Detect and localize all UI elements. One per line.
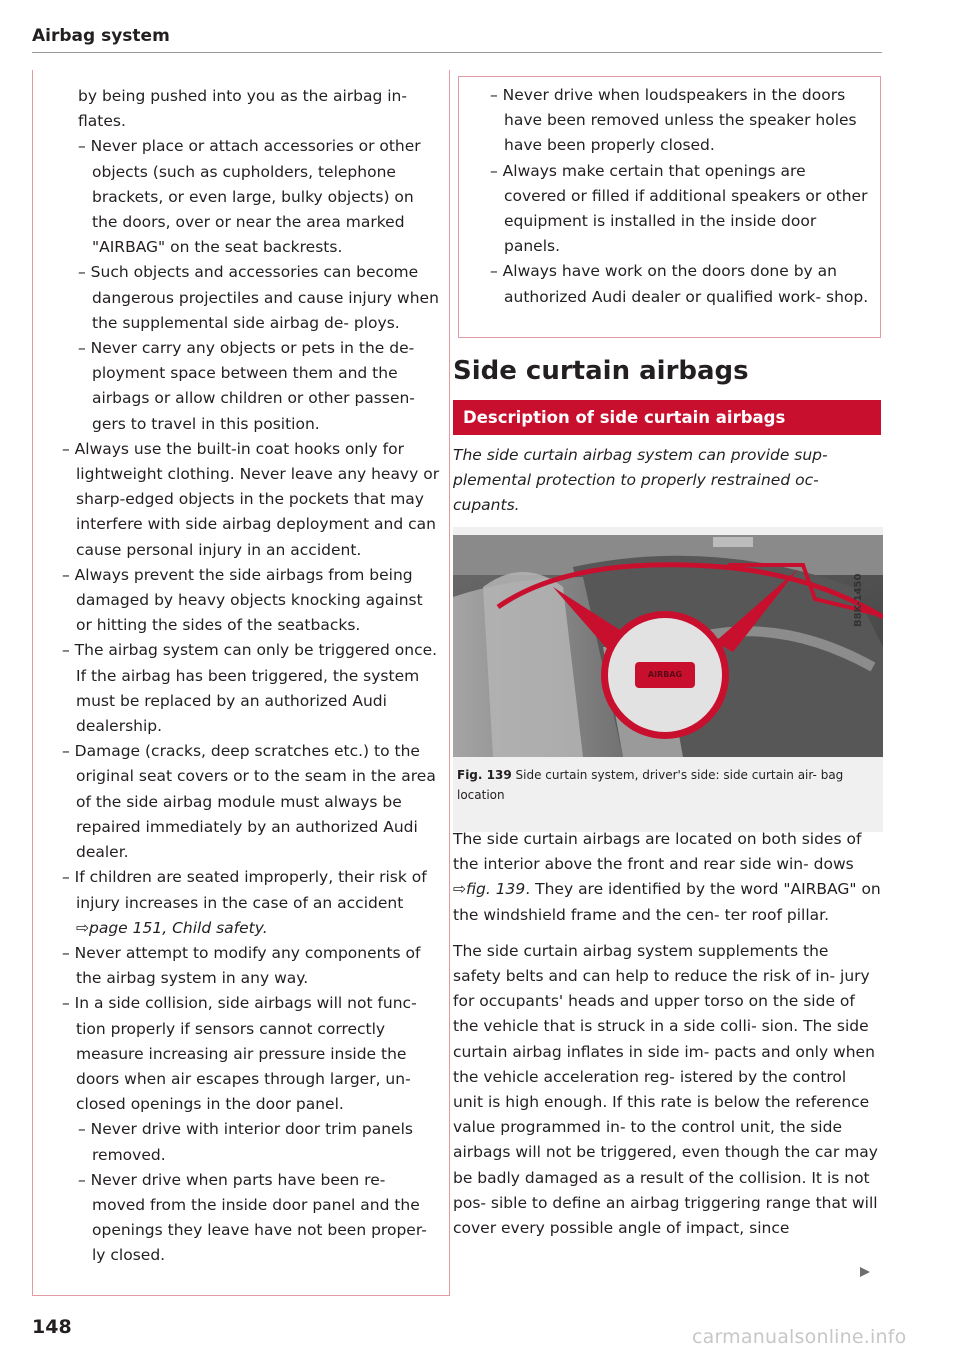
body-text <box>453 827 881 1252</box>
right-box-text <box>490 83 870 310</box>
body-paragraph: The side curtain airbag system supplements the safety belts and can help to reduce the risk of in- jury for occupants' heads and upper torso on the side of the vehicle that is struck in a side colli- sion. The side curtain airbag inflates in side im- pacts and only when the vehicle acceleration reg- istered by the control unit is high enough. If this rate is below the reference value programmed in- to the control unit, the side airbags will not be triggered, even though the car may be badly damaged as a result of the collision. It is not pos- sible to define an airbag triggering range that will cover every possible angle of impact, since <box>453 941 878 1238</box>
continue-arrow-icon <box>858 1265 872 1279</box>
left-column-text <box>62 84 442 1269</box>
page-number: 148 <box>32 1316 72 1338</box>
list-item-text: – If children are seated improperly, their risk of injury increases in the case of an accident <box>62 868 427 912</box>
body-paragraph <box>453 827 881 928</box>
list-item: – Always make certain that openings are covered or filled if additional speakers or other equipment is installed in the inside door panels. <box>490 161 868 256</box>
list-item: – Never drive when parts have been re- moved from the inside door panel and the openings they leave have not been proper- ly closed. <box>78 1170 427 1265</box>
figure-caption-text: Side curtain system, driver's side: side curtain air- bag location <box>457 768 844 802</box>
body-paragraph-text: The side curtain airbags are located on both sides of the interior above the front and rear side win- dows <box>453 830 862 874</box>
list-item: – In a side collision, side airbags will not func- tion properly if sensors cannot correctly measure increasing air pressure inside the doors when air escapes through larger, un- closed openings in the door panel. <box>62 994 417 1114</box>
list-item: – The airbag system can only be triggered once. If the airbag has been triggered, the system must be replaced by an authorized Audi dealership. <box>62 641 438 736</box>
list-item: – Always use the built-in coat hooks only for lightweight clothing. Never leave any heavy or sharp-edged objects in the pockets that may interfere with side airbag deployment and can cause personal injury in an accident. <box>62 439 440 559</box>
list-item: – Never drive when loudspeakers in the doors have been removed unless the speaker holes have been properly closed. <box>490 86 857 155</box>
list-item: – Never attempt to modify any components of the airbag system in any way. <box>62 943 421 988</box>
subsection-heading: Description of side curtain airbags <box>453 400 881 435</box>
body-paragraph-text: . They are identified by the word "AIRBAG" on the windshield frame and the cen- ter roof pillar. <box>453 880 881 924</box>
list-item: – Always have work on the doors done by an authorized Audi dealer or qualified work- shop. <box>490 262 869 306</box>
list-item: by being pushed into you as the airbag in- flates. <box>78 87 407 131</box>
figure-caption <box>457 765 877 805</box>
figure-caption-label: Fig. 139 <box>457 768 512 782</box>
figure-139 <box>453 527 883 832</box>
header-divider <box>32 52 882 53</box>
page-header-title: Airbag system <box>32 26 170 46</box>
watermark: carmanualsonline.info <box>692 1326 907 1348</box>
section-intro: The side curtain airbag system can provide sup- plemental protection to properly restrained oc- cupants. <box>453 446 828 514</box>
list-item: – Such objects and accessories can become dangerous projectiles and cause injury when the supplemental side airbag de- ploys. <box>78 263 439 332</box>
section-title: Side curtain airbags <box>453 356 749 386</box>
list-item: – Never drive with interior door trim panels removed. <box>78 1120 413 1164</box>
list-item: – Never place or attach accessories or other objects (such as cupholders, telephone brackets, or even large, bulky objects) on the doors, over or near the area marked "AIRBAG" on the seat backrests. <box>78 137 421 257</box>
airbag-illustration <box>453 527 883 757</box>
figure-139-link[interactable]: ⇨fig. 139 <box>453 880 526 899</box>
airbag-badge-label: AIRBAG <box>647 670 683 679</box>
list-item: – Always prevent the side airbags from being damaged by heavy objects knocking against or hitting the sides of the seatbacks. <box>62 565 423 635</box>
child-safety-link[interactable]: ⇨page 151, Child safety. <box>76 918 268 937</box>
list-item <box>62 865 442 941</box>
list-item: – Never carry any objects or pets in the de- ployment space between them and the airbags or allow children or other passen- gers to travel in this position. <box>78 339 415 433</box>
list-item: – Damage (cracks, deep scratches etc.) to the original seat covers or to the seam in the area of the side airbag module must always be repaired immediately by an authorized Audi dealer. <box>62 742 436 862</box>
figure-code: B8K-1450 <box>853 573 864 627</box>
